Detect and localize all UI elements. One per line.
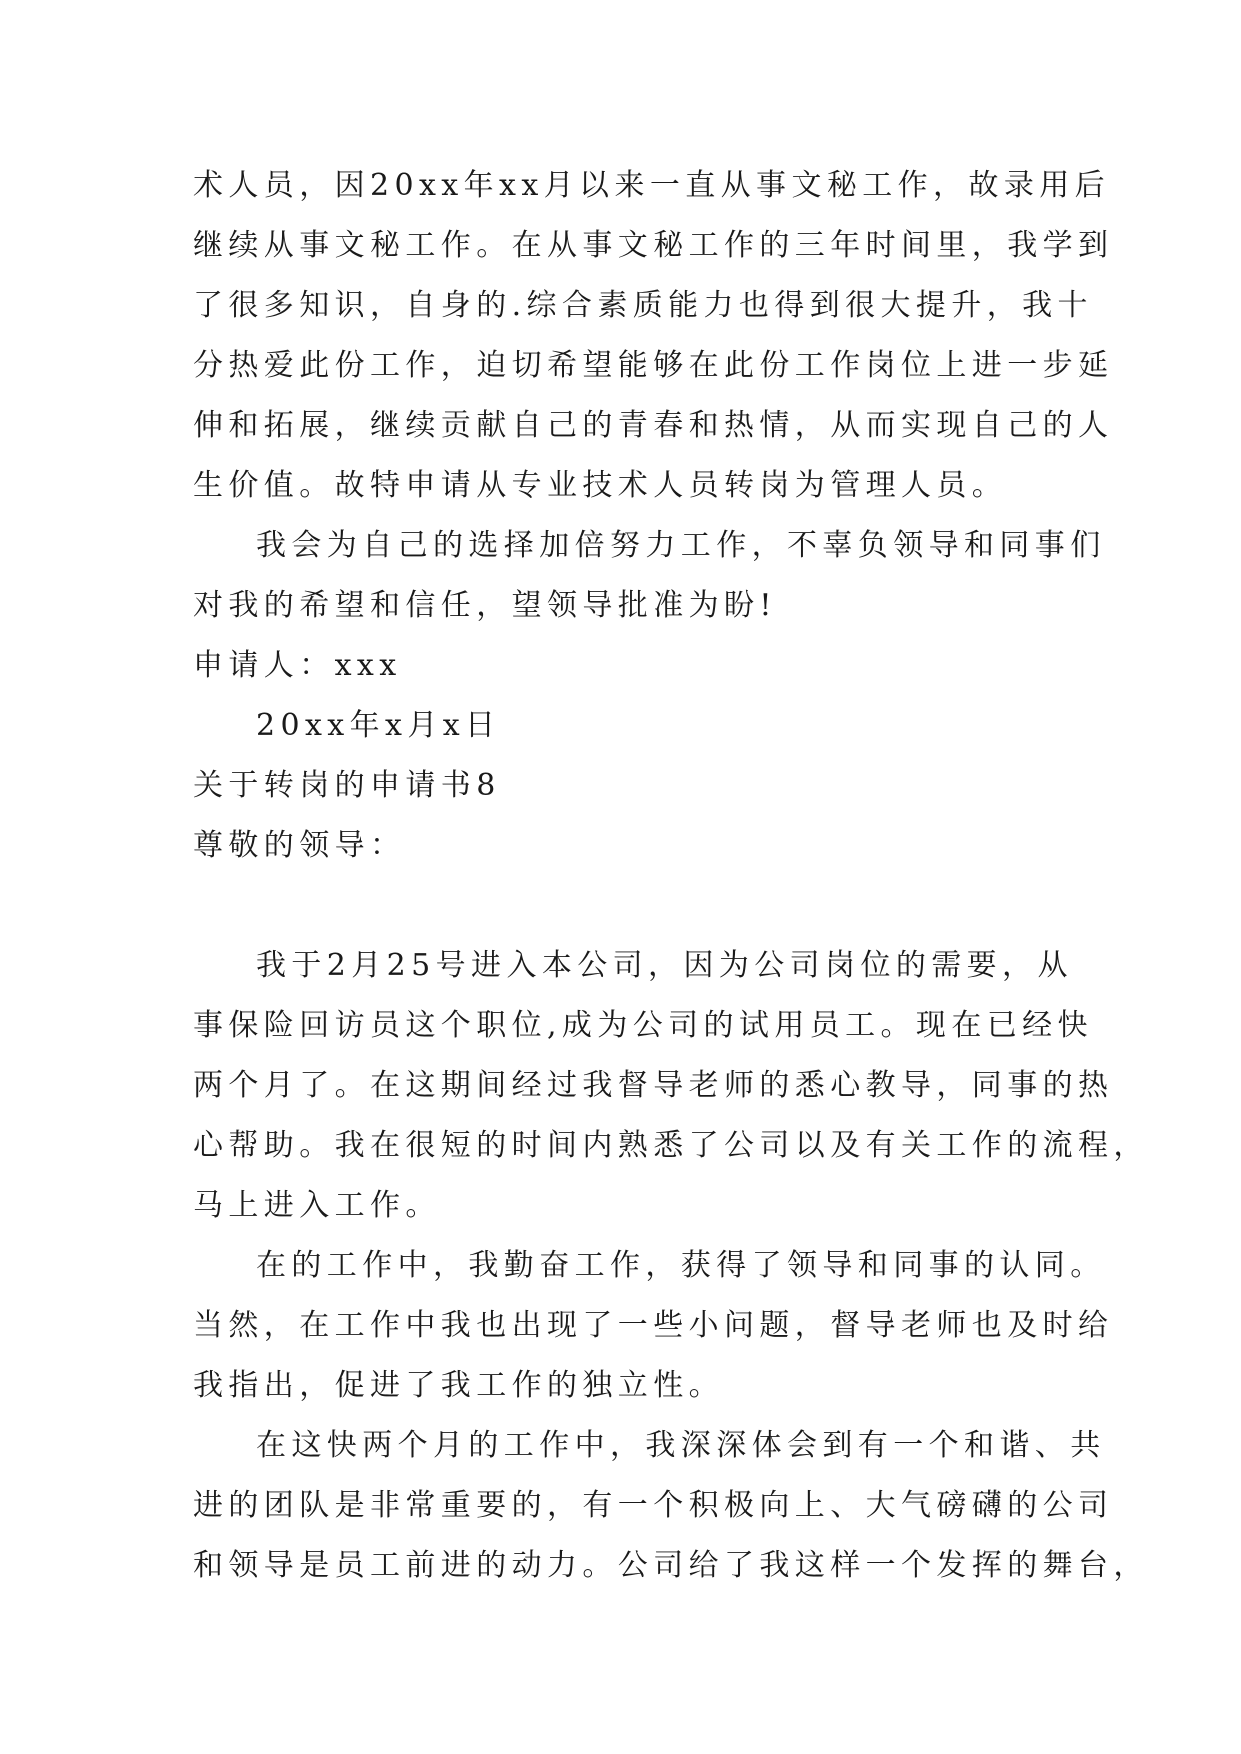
salutation: 尊敬的领导： [193,828,406,863]
text-line: 对我的希望和信任，望领导批准为盼! [193,588,777,623]
text-line: 在这快两个月的工作中，我深深体会到有一个和谐、共 [256,1428,1106,1463]
section-title: 关于转岗的申请书8 [193,768,501,803]
text-line: 当然，在工作中我也出现了一些小问题，督导老师也及时给 [193,1308,1114,1343]
text-line: 我会为自己的选择加倍努力工作，不辜负领导和同事们 [256,528,1106,563]
text-line: 和领导是员工前进的动力。公司给了我这样一个发挥的舞台， [193,1548,1149,1583]
text-line: 心帮助。我在很短的时间内熟悉了公司以及有关工作的流程， [193,1128,1149,1163]
text-line: 我指出，促进了我工作的独立性。 [193,1368,724,1403]
text-line: 进的团队是非常重要的，有一个积极向上、大气磅礴的公司 [193,1488,1114,1523]
text-line: 术人员，因20xx年xx月以来一直从事文秘工作，故录用后 [193,168,1111,203]
date-line: 20xx年x月x日 [256,708,501,743]
text-line: 了很多知识，自身的.综合素质能力也得到很大提升，我十 [193,288,1093,323]
text-line: 我于2月25号进入本公司，因为公司岗位的需要，从 [256,948,1073,983]
text-line: 生价值。故特申请从专业技术人员转岗为管理人员。 [193,468,1008,503]
text-line: 马上进入工作。 [193,1188,441,1223]
text-line: 在的工作中，我勤奋工作，获得了领导和同事的认同。 [256,1248,1106,1283]
text-line: 伸和拓展，继续贡献自己的青春和热情，从而实现自己的人 [193,408,1114,443]
applicant-line: 申请人：xxx [193,648,402,683]
text-line: 继续从事文秘工作。在从事文秘工作的三年时间里，我学到 [193,228,1114,263]
text-line: 事保险回访员这个职位,成为公司的试用员工。现在已经快 [193,1008,1093,1043]
text-line: 两个月了。在这期间经过我督导老师的悉心教导，同事的热 [193,1068,1114,1103]
text-line: 分热爱此份工作，迫切希望能够在此份工作岗位上进一步延 [193,348,1114,383]
